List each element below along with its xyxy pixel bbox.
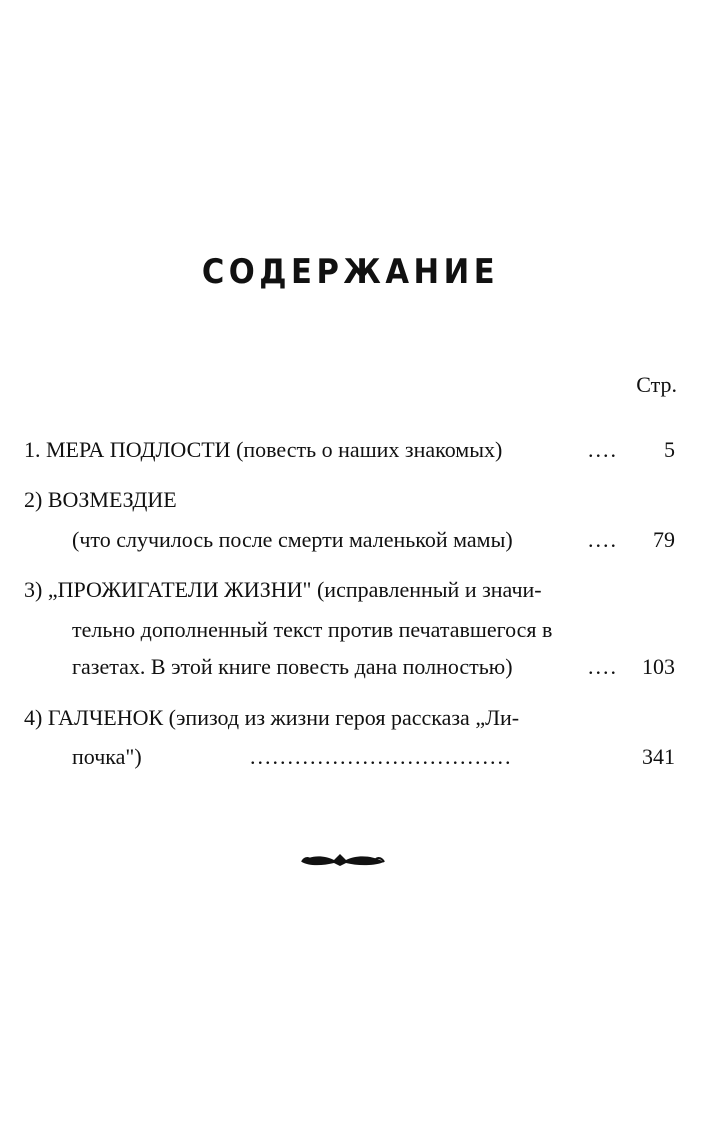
toc-entry-3[interactable]	[24, 576, 542, 604]
entry-number: 1.	[24, 437, 41, 462]
leader-dots: ....	[588, 437, 618, 462]
entry-number: 2)	[24, 487, 43, 512]
entry-number: 3)	[24, 577, 43, 602]
leader-dots: ...................................	[250, 744, 513, 769]
page-number: 103	[642, 654, 675, 679]
page-number: 79	[653, 527, 675, 552]
leader-dots: ....	[588, 527, 618, 552]
entry-title: МЕРА ПОДЛОСТИ (повесть о наших знакомых)	[46, 437, 503, 462]
toc-entry-4[interactable]	[24, 704, 519, 732]
page-number: 341	[642, 744, 675, 769]
entry-continuation: тельно дополненный текст против печатавшегося в	[72, 617, 553, 642]
toc-entry-2[interactable]	[24, 486, 177, 514]
entry-continuation: газетах. В этой книге повесть дана полностью)	[72, 654, 513, 679]
contents-title: СОДЕРЖАНИЕ	[201, 252, 500, 292]
leader-dots: ....	[588, 654, 618, 679]
page-number: 5	[664, 437, 675, 462]
entry-continuation: почка")	[72, 744, 142, 769]
page-column-header: Стр.	[636, 372, 677, 397]
ornament-icon	[300, 846, 386, 870]
entry-title: ВОЗМЕЗДИЕ	[47, 487, 177, 512]
entry-title: ГАЛЧЕНОК (эпизод из жизни героя рассказа „Ли-	[47, 705, 520, 730]
entry-subtitle: (что случилось после смерти маленькой мамы)	[72, 527, 513, 552]
entry-title: „ПРОЖИГАТЕЛИ ЖИЗНИ" (исправленный и значи-	[47, 577, 542, 602]
entry-number: 4)	[24, 705, 43, 730]
toc-entry-1[interactable]	[24, 436, 502, 464]
